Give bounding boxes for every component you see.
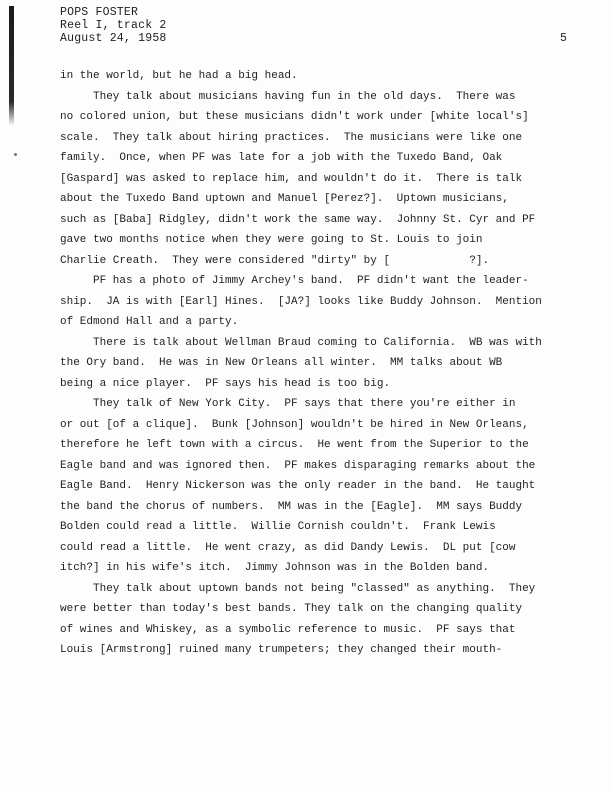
text-line: itch?] in his wife's itch. Jimmy Johnson was in the Bolden band. <box>60 562 490 574</box>
text-line: in the world, but he had a big head. <box>60 70 298 82</box>
text-line: of wines and Whiskey, as a symbolic reference to music. PF says that <box>60 623 516 636</box>
text-line: They talk about musicians having fun in the old days. There was <box>60 90 516 103</box>
text-line: Eagle Band. Henry Nickerson was the only reader in the band. He taught <box>60 480 536 492</box>
text-line: gave two months notice when they were going to St. Louis to join <box>60 234 483 246</box>
text-line: such as [Baba] Ridgley, didn't work the same way. Johnny St. Cyr and PF <box>60 213 536 226</box>
text-line: therefore he left town with a circus. He went from the Superior to the <box>60 439 529 451</box>
text-line: Eagle band and was ignored then. PF makes disparaging remarks about the <box>60 459 536 472</box>
header-reel: Reel I, track 2 <box>60 19 167 32</box>
text-line: There is talk about Wellman Braud coming to California. WB was with <box>60 336 542 349</box>
text-line: They talk about uptown bands not being "classed" as anything. They <box>60 582 536 595</box>
transcript-header <box>60 6 167 45</box>
text-line: the Ory band. He was in New Orleans all winter. MM talks about WB <box>60 357 503 369</box>
text-line: were better than today's best bands. They talk on the changing quality <box>60 603 523 615</box>
text-line: Charlie Creath. They were considered "dirty" by [ ?]. <box>60 254 490 267</box>
scan-speck <box>14 153 17 156</box>
text-line: of Edmond Hall and a party. <box>60 316 239 328</box>
header-date: August 24, 1958 <box>60 32 167 45</box>
text-line: the band the chorus of numbers. MM was in the [Eagle]. MM says Buddy <box>60 500 523 513</box>
text-line: no colored union, but these musicians didn't work under [white local's] <box>60 111 529 123</box>
text-line: about the Tuxedo Band uptown and Manuel [Perez?]. Uptown musicians, <box>60 193 509 205</box>
text-line: or out [of a clique]. Bunk [Johnson] wouldn't be hired in New Orleans, <box>60 418 529 431</box>
page-number: 5 <box>560 32 567 45</box>
text-line: could read a little. He went crazy, as did Dandy Lewis. DL put [cow <box>60 541 516 554</box>
text-line: Louis [Armstrong] ruined many trumpeters; they changed their mouth- <box>60 644 503 656</box>
text-line: Bolden could read a little. Willie Cornish couldn't. Frank Lewis <box>60 521 496 533</box>
text-line: ship. JA is with [Earl] Hines. [JA?] looks like Buddy Johnson. Mention <box>60 295 542 308</box>
text-line: scale. They talk about hiring practices. The musicians were like one <box>60 131 523 144</box>
header-name: POPS FOSTER <box>60 6 139 19</box>
text-line: being a nice player. PF says his head is too big. <box>60 377 391 390</box>
text-line: [Gaspard] was asked to replace him, and wouldn't do it. There is talk <box>60 172 523 185</box>
text-line: family. Once, when PF was late for a job with the Tuxedo Band, Oak <box>60 152 503 164</box>
text-line: They talk of New York City. PF says that there you're either in <box>60 398 516 410</box>
transcript-body <box>60 66 585 661</box>
binding-edge-mark <box>9 6 14 126</box>
text-line: PF has a photo of Jimmy Archey's band. PF didn't want the leader- <box>60 275 529 287</box>
